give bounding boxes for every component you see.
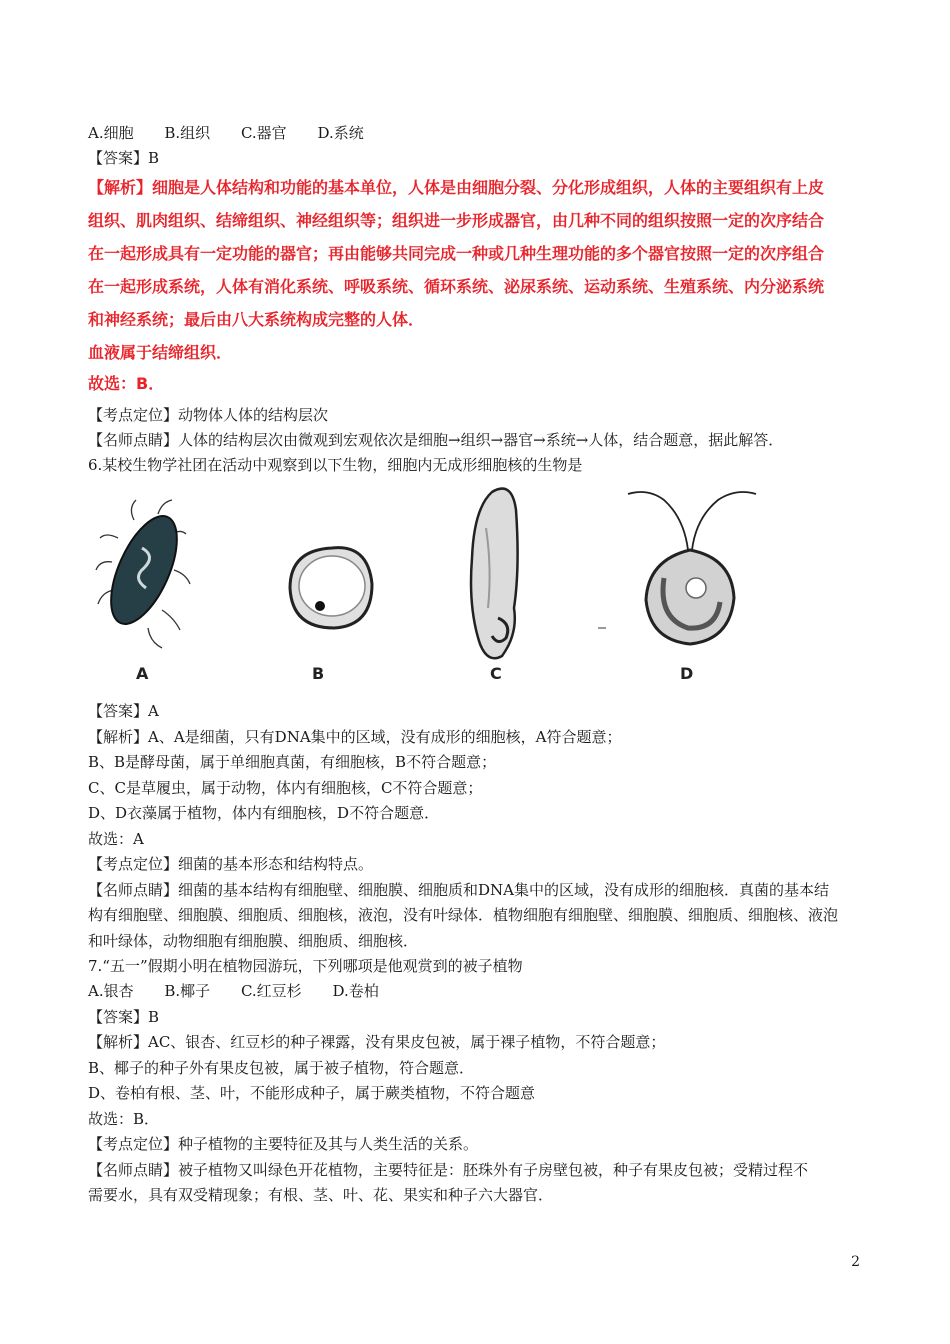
yeast-illustration bbox=[278, 478, 388, 658]
q6-mingshi-line: 构有细胞壁、细胞膜、细胞质、细胞核，液泡，没有叶绿体．植物细胞有细胞壁、细胞膜、细胞质、细胞核、液泡 bbox=[88, 906, 839, 924]
q7-option-c: C.红豆杉 bbox=[240, 982, 302, 1000]
figure-label-d: D bbox=[680, 664, 694, 683]
q7-analysis-line: B、椰子的种子外有果皮包被，属于被子植物，符合题意． bbox=[88, 1059, 475, 1077]
q6-figure bbox=[88, 478, 788, 690]
q5-analysis-line: 血液属于结缔组织． bbox=[88, 343, 233, 362]
q5-options bbox=[88, 123, 390, 143]
q6-analysis-line: C、C是草履虫，属于动物，体内有细胞核，C不符合题意； bbox=[88, 779, 483, 797]
q5-analysis-line: 在一起形成具有一定功能的器官；再由能够共同完成一种或几种生理功能的多个器官按照一定的次序组合 bbox=[88, 244, 825, 263]
q6-answer: 【答案】A bbox=[88, 702, 159, 720]
q7-answer: 【答案】B bbox=[88, 1008, 160, 1026]
q6-mingshi-line: 和叶绿体，动物细胞有细胞膜、细胞质、细胞核． bbox=[88, 932, 419, 950]
q6-mingshi-line: 【名师点睛】细菌的基本结构有细胞壁、细胞膜、细胞质和DNA集中的区域，没有成形的细胞核．真菌的基本结 bbox=[88, 881, 829, 899]
q5-analysis-line: 组织、肌肉组织、结缔组织、神经组织等；组织进一步形成器官，由几种不同的组织按照一定的次序结合 bbox=[88, 211, 825, 230]
q5-option-a: A.细胞 bbox=[88, 124, 134, 142]
q7-option-b: B.椰子 bbox=[164, 982, 211, 1000]
q5-analysis-line: 在一起形成系统，人体有消化系统、呼吸系统、循环系统、泌尿系统、运动系统、生殖系统、内分泌系统 bbox=[88, 277, 825, 296]
paramecium-illustration bbox=[458, 478, 548, 668]
bacterium-illustration bbox=[88, 478, 198, 658]
q6-kaodian: 【考点定位】细菌的基本形态和结构特点。 bbox=[88, 855, 374, 873]
q6-analysis-line: 【解析】A、A是细菌，只有DNA集中的区域，没有成形的细胞核，A符合题意； bbox=[88, 728, 622, 746]
q5-analysis-line: 【解析】细胞是人体结构和功能的基本单位，人体是由细胞分裂、分化形成组织，人体的主要组织有上皮 bbox=[88, 178, 825, 197]
q7-options bbox=[88, 981, 405, 1001]
q5-analysis-line: 和神经系统；最后由八大系统构成完整的人体． bbox=[88, 310, 425, 329]
q7-option-d: D.卷柏 bbox=[332, 982, 379, 1000]
q6-question: 6.某校生物学社团在活动中观察到以下生物，细胞内无成形细胞核的生物是 bbox=[88, 456, 583, 474]
figure-label-a: A bbox=[136, 664, 149, 683]
q5-option-c: C.器官 bbox=[240, 124, 287, 142]
q7-analysis-line: 【解析】AC、银杏、红豆杉的种子裸露，没有果皮包被，属于裸子植物，不符合题意； bbox=[88, 1033, 666, 1051]
q7-option-a: A.银杏 bbox=[88, 982, 134, 1000]
q6-analysis-line: D、D衣藻属于植物，体内有细胞核，D不符合题意． bbox=[88, 804, 440, 822]
q5-option-b: B.组织 bbox=[164, 124, 211, 142]
page-number: 2 bbox=[851, 1254, 860, 1270]
q7-mingshi-line: 【名师点睛】被子植物又叫绿色开花植物，主要特征是：胚珠外有子房壁包被，种子有果皮包被；受精过程不 bbox=[88, 1161, 809, 1179]
q7-analysis-line: D、卷柏有根、茎、叶，不能形成种子，属于蕨类植物，不符合题意 bbox=[88, 1084, 536, 1102]
q5-analysis-line: 故选：B． bbox=[88, 374, 165, 393]
q7-mingshi-line: 需要水，具有双受精现象；有根、茎、叶、花、果实和种子六大器官． bbox=[88, 1186, 554, 1204]
q6-analysis-line: 故选：A bbox=[88, 830, 144, 848]
q5-kaodian: 【考点定位】动物体人体的结构层次 bbox=[88, 406, 329, 424]
chlamydomonas-illustration bbox=[588, 478, 788, 658]
q7-question: 7.“五一”假期小明在植物园游玩，下列哪项是他观赏到的被子植物 bbox=[88, 957, 523, 975]
q7-kaodian: 【考点定位】种子植物的主要特征及其与人类生活的关系。 bbox=[88, 1135, 479, 1153]
q5-answer: 【答案】B bbox=[88, 149, 160, 167]
figure-label-b: B bbox=[312, 664, 325, 683]
q5-option-d: D.系统 bbox=[317, 124, 364, 142]
q7-analysis-line: 故选：B． bbox=[88, 1110, 160, 1128]
q5-mingshi: 【名师点睛】人体的结构层次由微观到宏观依次是细胞→组织→器官→系统→人体，结合题意，据此解答． bbox=[88, 431, 784, 449]
q6-analysis-line: B、B是酵母菌，属于单细胞真菌，有细胞核，B不符合题意； bbox=[88, 753, 497, 771]
figure-label-c: C bbox=[490, 664, 502, 683]
